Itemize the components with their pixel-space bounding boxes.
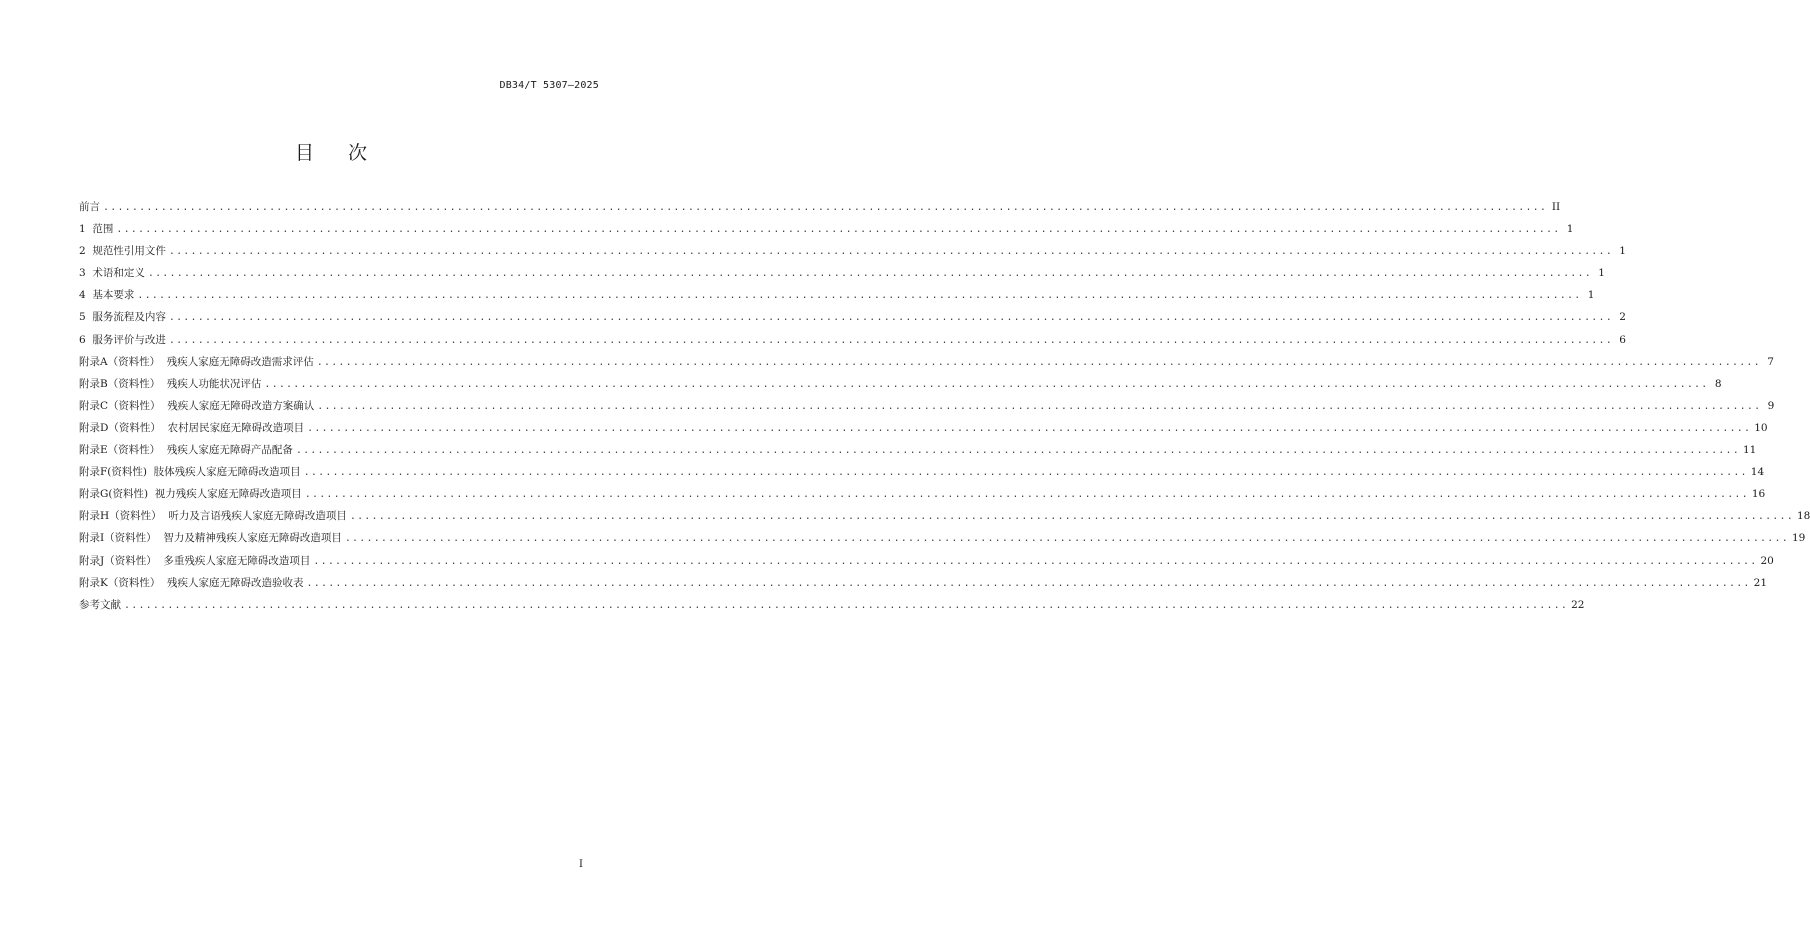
toc-entry[interactable]: [79, 221, 1574, 243]
toc-leader-dots: ........................................................................................................................................................................................................: [137, 290, 1582, 302]
toc-entry-page: 1: [1566, 223, 1574, 236]
toc-leader-dots: ........................................................................................................................................................................................................: [316, 356, 1761, 368]
toc-entry-page: 6: [1619, 333, 1626, 346]
toc-entry-label: 1 范围: [79, 223, 114, 236]
toc-leader-dots: ........................................................................................................................................................................................................: [264, 378, 1709, 390]
toc-entry-label: 附录D（资料性） 农村居民家庭无障碍改造项目: [79, 421, 305, 434]
toc-entry-page: 10: [1754, 421, 1768, 434]
table-of-contents: [79, 199, 1810, 619]
toc-entry-label: 4 基本要求: [79, 289, 135, 302]
toc-entry-label: 附录J（资料性） 多重残疾人家庭无障碍改造项目: [79, 554, 311, 567]
toc-entry-label: 前言: [79, 201, 100, 213]
toc-entry[interactable]: [79, 287, 1595, 309]
toc-entry-label: 3 术语和定义: [79, 267, 145, 280]
toc-entry[interactable]: [79, 420, 1768, 442]
toc-entry[interactable]: [79, 243, 1626, 265]
toc-leader-dots: ........................................................................................................................................................................................................: [317, 400, 1762, 412]
toc-entry[interactable]: [79, 575, 1768, 597]
toc-entry[interactable]: [79, 597, 1585, 619]
toc-entry[interactable]: [79, 530, 1806, 552]
toc-entry-label: 附录K（资料性） 残疾人家庭无障碍改造验收表: [79, 576, 304, 589]
toc-entry-page: 1: [1598, 267, 1605, 280]
toc-leader-dots: ........................................................................................................................................................................................................: [116, 224, 1561, 236]
toc-entry[interactable]: [79, 354, 1774, 376]
toc-entry[interactable]: [79, 376, 1722, 398]
toc-entry-page: 20: [1760, 554, 1774, 567]
toc-leader-dots: ........................................................................................................................................................................................................: [168, 334, 1613, 346]
toc-entry-page: 2: [1619, 311, 1626, 324]
toc-entry[interactable]: [79, 486, 1766, 508]
toc-entry[interactable]: [79, 508, 1810, 530]
toc-leader-dots: ........................................................................................................................................................................................................: [349, 511, 1794, 523]
toc-entry-page: 18: [1796, 510, 1810, 523]
toc-entry-page: 7: [1767, 355, 1774, 368]
toc-entry-label: 附录A（资料性） 残疾人家庭无障碍改造需求评估: [79, 355, 314, 368]
toc-entry-page: 21: [1753, 576, 1768, 589]
toc-leader-dots: ........................................................................................................................................................................................................: [313, 555, 1758, 567]
toc-entry-page: II: [1551, 201, 1561, 213]
toc-entry[interactable]: [79, 442, 1757, 464]
document-code: DB34/T 5307—2025: [499, 80, 599, 91]
toc-leader-dots: ........................................................................................................................................................................................................: [303, 467, 1748, 479]
page-title: 目 次: [294, 142, 382, 164]
toc-entry-label: 附录F(资料性) 肢体残疾人家庭无障碍改造项目: [79, 466, 301, 479]
toc-leader-dots: ........................................................................................................................................................................................................: [147, 268, 1592, 280]
toc-entry-label: 参考文献: [79, 598, 121, 611]
toc-leader-dots: ........................................................................................................................................................................................................: [304, 489, 1749, 501]
toc-entry[interactable]: [79, 464, 1765, 486]
toc-entry-label: 附录C（资料性） 残疾人家庭无障碍改造方案确认: [79, 399, 315, 412]
toc-entry-page: 14: [1750, 466, 1765, 479]
toc-entry-page: 16: [1751, 488, 1766, 501]
toc-entry-page: 8: [1714, 377, 1722, 390]
toc-entry[interactable]: [79, 553, 1774, 575]
toc-leader-dots: ........................................................................................................................................................................................................: [306, 577, 1751, 589]
toc-leader-dots: ........................................................................................................................................................................................................: [103, 202, 1548, 213]
toc-entry-label: 附录H（资料性） 听力及言语残疾人家庭无障碍改造项目: [79, 510, 347, 523]
toc-leader-dots: ........................................................................................................................................................................................................: [295, 445, 1740, 457]
toc-entry[interactable]: [79, 265, 1605, 287]
toc-leader-dots: ........................................................................................................................................................................................................: [307, 422, 1752, 434]
toc-entry-page: 19: [1791, 532, 1806, 545]
toc-entry-page: 22: [1571, 598, 1585, 611]
toc-entry-page: 1: [1587, 289, 1595, 302]
page-number: I: [579, 859, 583, 870]
toc-entry-page: 11: [1742, 444, 1757, 457]
toc-entry[interactable]: [79, 199, 1561, 221]
toc-entry[interactable]: [79, 398, 1775, 420]
toc-entry-label: 附录E（资料性） 残疾人家庭无障碍产品配备: [79, 444, 293, 457]
toc-leader-dots: ........................................................................................................................................................................................................: [168, 312, 1613, 324]
toc-leader-dots: ........................................................................................................................................................................................................: [124, 599, 1569, 611]
toc-entry-label: 附录I（资料性） 智力及精神残疾人家庭无障碍改造项目: [79, 532, 342, 545]
toc-entry-label: 5 服务流程及内容: [79, 311, 166, 324]
toc-entry-label: 附录G(资料性) 视力残疾人家庭无障碍改造项目: [79, 488, 302, 501]
toc-leader-dots: ........................................................................................................................................................................................................: [344, 533, 1789, 545]
toc-entry-label: 附录B（资料性） 残疾人功能状况评估: [79, 377, 262, 390]
toc-entry[interactable]: [79, 309, 1626, 331]
toc-leader-dots: ........................................................................................................................................................................................................: [168, 246, 1613, 258]
toc-entry-page: 9: [1767, 399, 1775, 412]
toc-entry-page: 1: [1619, 245, 1626, 258]
toc-entry-label: 2 规范性引用文件: [79, 245, 166, 258]
toc-entry[interactable]: [79, 332, 1626, 354]
toc-entry-label: 6 服务评价与改进: [79, 333, 166, 346]
